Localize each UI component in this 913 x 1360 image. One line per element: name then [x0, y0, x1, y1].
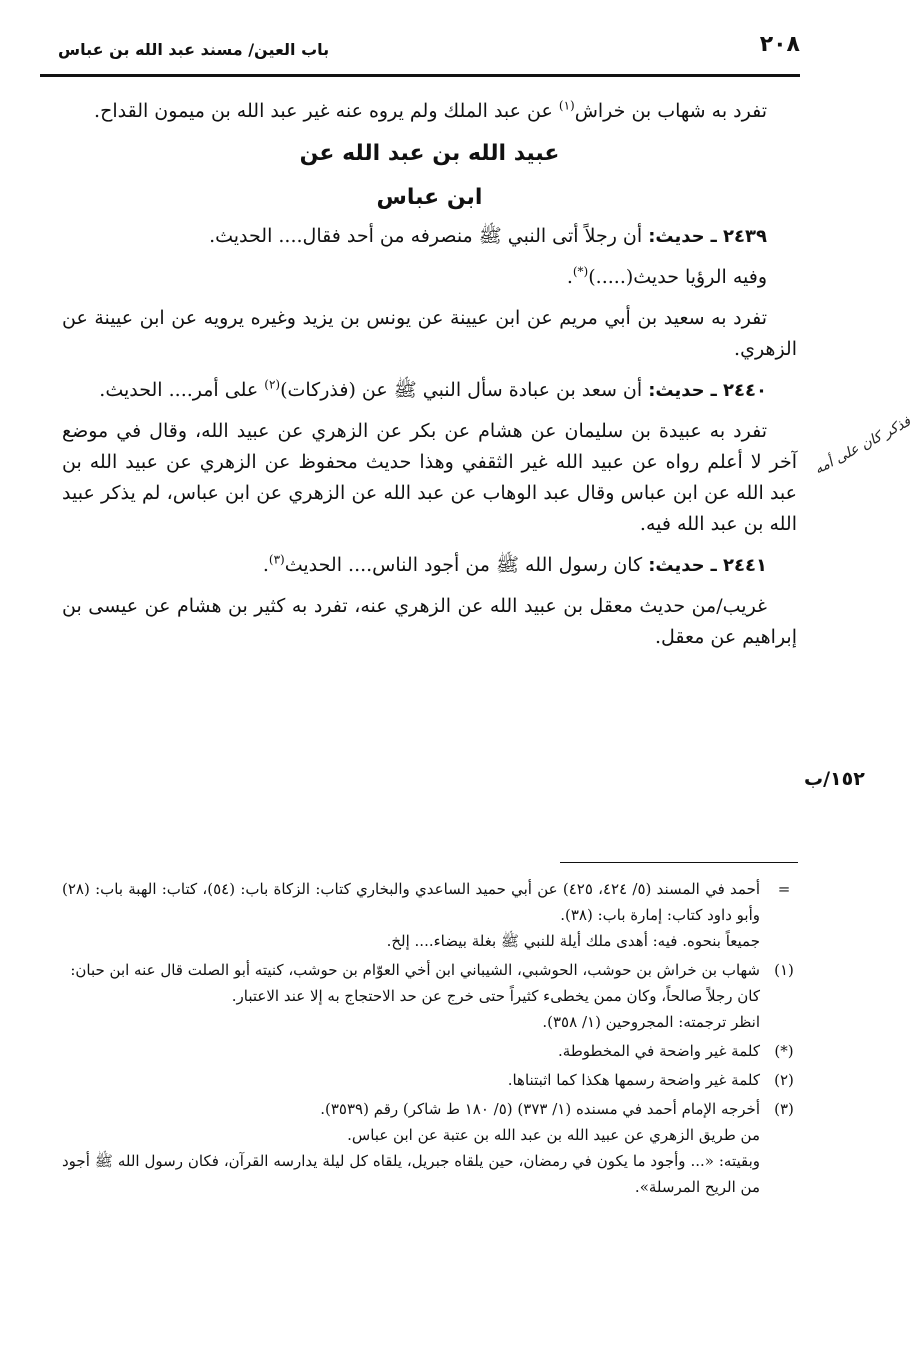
hadith-number: ٢٤٤١ ـ [710, 555, 767, 576]
section-heading-line1: عبيد الله بن عبد الله عن [299, 141, 560, 166]
page-number: ٢٠٨ [759, 32, 800, 57]
footnote-marker: (٢) [774, 1071, 794, 1089]
hadith-2441: ٢٤٤١ ـ حديث: كان رسول الله ﷺ من أجود الناس.... الحديث$^{(٣)}$. [262, 552, 767, 576]
hadith-label: حديث: [648, 380, 705, 401]
footnote-continuation: = أحمد في المسند (٥/ ٤٢٤، ٤٢٥) عن أبي حميد الساعدي والبخاري كتاب: الزكاة باب: (٥٤)، كتاب: الهبة باب: (٢٨) وأبو داود كتاب: إمارة باب: (٣٨). جميعاً بنحوه. فيه: أهدى ملك أيلة للنبي ﷺ بغلة بيضاء.... إلخ. [62, 876, 802, 954]
footnote-1: (١) شهاب بن خراش بن حوشب، الحوشبي، الشيباني ابن أخي العوّام بن حوشب، كنيته أبو الصلت قال عنه ابن حبان: كان رجلاً صالحاً، وكان ممن يخطىء كثيراً حتى خرج عن حد الاحتجاج به إلا عند الاعتبار. انظر ترجمته: المجروحين (١/ ٣٥٨). [62, 957, 802, 1035]
hadith-number: ٢٤٤٠ ـ [710, 380, 767, 401]
footnote-2: (٢) كلمة غير واضحة رسمها هكذا كما اثبتناها. [62, 1067, 802, 1093]
footnote-ref-1[interactable]: (١) [558, 98, 575, 113]
hadith-2441-comment: غريب/من حديث معقل بن عبيد الله عن الزهري عنه، تفرد به كثير بن هشام عن عيسى بن إبراهيم عن معقل. [62, 595, 797, 648]
main-text [62, 96, 797, 663]
running-header [40, 30, 800, 77]
hadith-2439-comment: تفرد به سعيد بن أبي مريم عن ابن عيينة عن يونس بن يزيد وغيره يرويه عن ابن عيينة عن الزهري. [62, 307, 797, 360]
footnote-star: (*) كلمة غير واضحة في المخطوطة. [62, 1038, 802, 1064]
footnote-ref-3[interactable]: (٣) [268, 552, 285, 567]
manuscript-folio-marker: ١٥٢/ب [804, 768, 865, 790]
footnote-3: (٣) أخرجه الإمام أحمد في مسنده (١/ ٣٧٣) (٥/ ١٨٠ ط شاكر) رقم (٣٥٣٩). من طريق الزهري عن عبيد الله بن عبد الله بن عتبة عن ابن عباس. وبقيته: «... وأجود ما يكون في رمضان، حين يلقاه جبريل، يلقاه كل ليلة يدارسه القرآن، فكان رسول الله ﷺ أجود من الريح المرسلة». [62, 1096, 802, 1200]
intro-paragraph: تفرد به شهاب بن خراش$^{(١)}$ عن عبد الملك ولم يروه عنه غير عبد الله بن ميمون القداح. [94, 98, 767, 122]
header-title: باب العين/ مسند عبد الله بن عباس [58, 40, 330, 59]
footnote-ref-star[interactable]: (*) [572, 264, 589, 279]
hadith-label: حديث: [648, 555, 705, 576]
hadith-2439: ٢٤٣٩ ـ حديث: أن رجلاً أتى النبي ﷺ منصرفه من أحد فقال.... الحديث. [209, 225, 767, 247]
footnote-ref-2[interactable]: (٢) [264, 377, 281, 392]
footnote-marker: (*) [774, 1042, 794, 1060]
hadith-2440: ٢٤٤٠ ـ حديث: أن سعد بن عبادة سأل النبي ﷺ عن (فذركات)$^{(٢)}$ على أمر.... الحديث. [99, 377, 767, 401]
hadith-number: ٢٤٣٩ ـ [710, 226, 767, 247]
hadith-label: حديث: [648, 226, 705, 247]
handwritten-margin-note: فذكر كان على أمه [811, 413, 913, 478]
footnotes [62, 876, 802, 1203]
footnote-marker: (٣) [774, 1100, 794, 1118]
footnote-divider [560, 862, 798, 863]
footnote-marker: (١) [774, 961, 794, 979]
section-heading-line2: ابن عباس [376, 185, 483, 210]
footnote-marker: = [777, 880, 791, 898]
hadith-2439-note: وفيه الرؤيا حديث(.....)(*). [566, 264, 767, 288]
hadith-2440-comment: تفرد به عبيدة بن سليمان عن هشام عن بكر عن الزهري عن عبيد الله، وقال في موضع آخر لا أعلم رواه عن عبيد الله غير الثقفي وهذا حديث محفوظ عن الزهري عن عبيد الله بن عبد الله عن ابن عباس وقال عبد الوهاب عن عبد الله عن الزهري عن ابن عباس، لم يذكر عبيد الله بن عبد الله فيه. [62, 420, 797, 535]
